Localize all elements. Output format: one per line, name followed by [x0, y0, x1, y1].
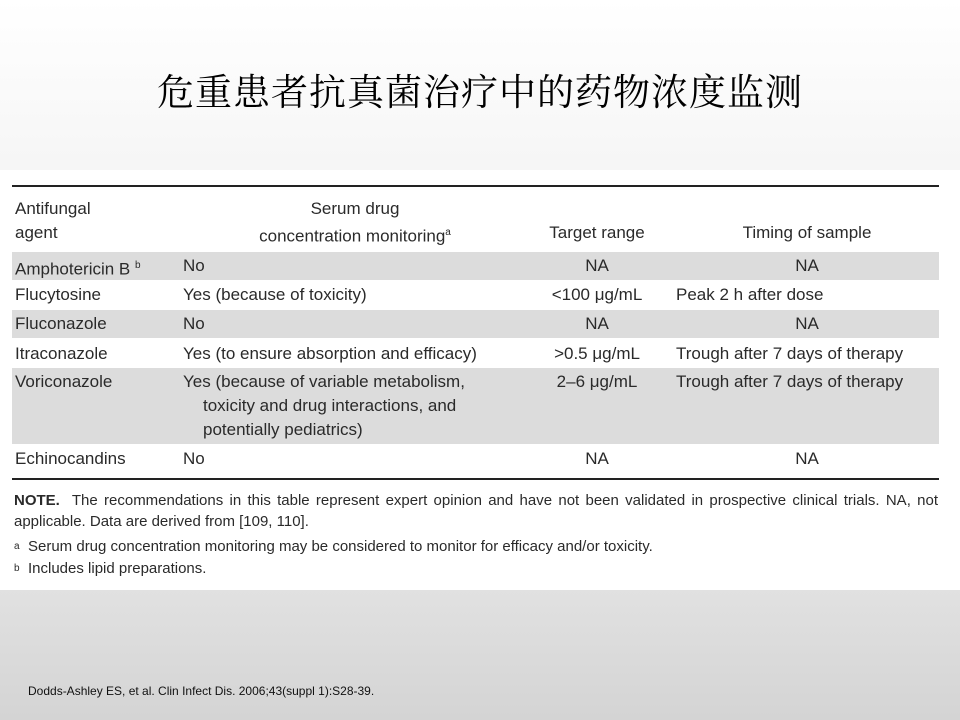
header-agent [15, 197, 91, 245]
cell-monitoring [183, 370, 465, 442]
header-target: Target range [549, 223, 645, 242]
cell-agent: Voriconazole [15, 372, 113, 391]
table-row [12, 281, 939, 309]
footnote-a-text: Serum drug concentration monitoring may be considered to monitor for efficacy and/or toxicity. [28, 538, 653, 555]
cell-monitoring-line2: toxicity and drug interactions, and [203, 396, 457, 415]
cell-target: <100 μg/mL [551, 285, 643, 304]
cell-monitoring: No [183, 449, 205, 468]
table-bottom-rule [12, 478, 939, 480]
cell-monitoring: Yes (because of toxicity) [183, 285, 367, 304]
cell-agent: Echinocandins [15, 449, 126, 468]
footnote-a-mark: a [14, 541, 20, 552]
cell-target: NA [585, 449, 609, 468]
table-note [14, 490, 938, 532]
cell-timing: Trough after 7 days of therapy [676, 372, 904, 391]
table-row [12, 252, 939, 280]
header-monitoring-line2: concentration monitoring [259, 226, 446, 246]
cell-agent: Amphotericin B $^b$ [15, 259, 141, 279]
header-timing: Timing of sample [742, 223, 872, 242]
note-label: NOTE. [14, 492, 60, 509]
table-panel [0, 170, 960, 590]
cell-monitoring: No [183, 314, 205, 333]
cell-agent: Itraconazole [15, 344, 108, 363]
header-monitoring-footnote-mark: a [445, 227, 451, 238]
footnote-b-mark: b [14, 563, 20, 574]
slide-title: 危重患者抗真菌治疗中的药物浓度监测 [157, 71, 803, 114]
table-row [12, 446, 939, 474]
cell-monitoring-line1: Yes (because of variable metabolism, [183, 372, 465, 391]
cell-monitoring-line3: potentially pediatrics) [203, 420, 363, 439]
cell-timing: Trough after 7 days of therapy [676, 344, 904, 363]
citation: Dodds-Ashley ES, et al. Clin Infect Dis. 2006;43(suppl 1):S28-39. [28, 684, 375, 698]
table-row [12, 368, 939, 444]
header-monitoring [220, 197, 490, 249]
cell-target: 2–6 μg/mL [556, 372, 638, 391]
header-monitoring-line1: Serum drug [310, 199, 400, 218]
agent-footnote-mark: b [135, 260, 141, 271]
cell-agent: Fluconazole [15, 314, 107, 333]
footnote-b [14, 559, 206, 579]
cell-agent: Flucytosine [15, 285, 101, 304]
table-top-rule [12, 185, 939, 187]
table-row [12, 310, 939, 338]
cell-target: >0.5 μg/mL [554, 344, 640, 363]
cell-timing: Peak 2 h after dose [676, 285, 824, 304]
cell-target: NA [585, 256, 609, 275]
cell-monitoring: No [183, 256, 205, 275]
cell-target: NA [585, 314, 609, 333]
header-agent-line2: agent [15, 223, 58, 242]
cell-monitoring: Yes (to ensure absorption and efficacy) [183, 344, 477, 363]
cell-timing: NA [795, 314, 819, 333]
cell-timing: NA [795, 256, 819, 275]
cell-timing: NA [795, 449, 819, 468]
footnote-a [14, 537, 653, 557]
note-text: The recommendations in this table represent expert opinion and have not been validated in prospective clinical trials. NA, not applicable. Data are derived from [109, 110]. [14, 492, 938, 530]
table-row [12, 339, 939, 367]
footnote-b-text: Includes lipid preparations. [28, 560, 207, 577]
header-agent-line1: Antifungal [15, 199, 91, 218]
